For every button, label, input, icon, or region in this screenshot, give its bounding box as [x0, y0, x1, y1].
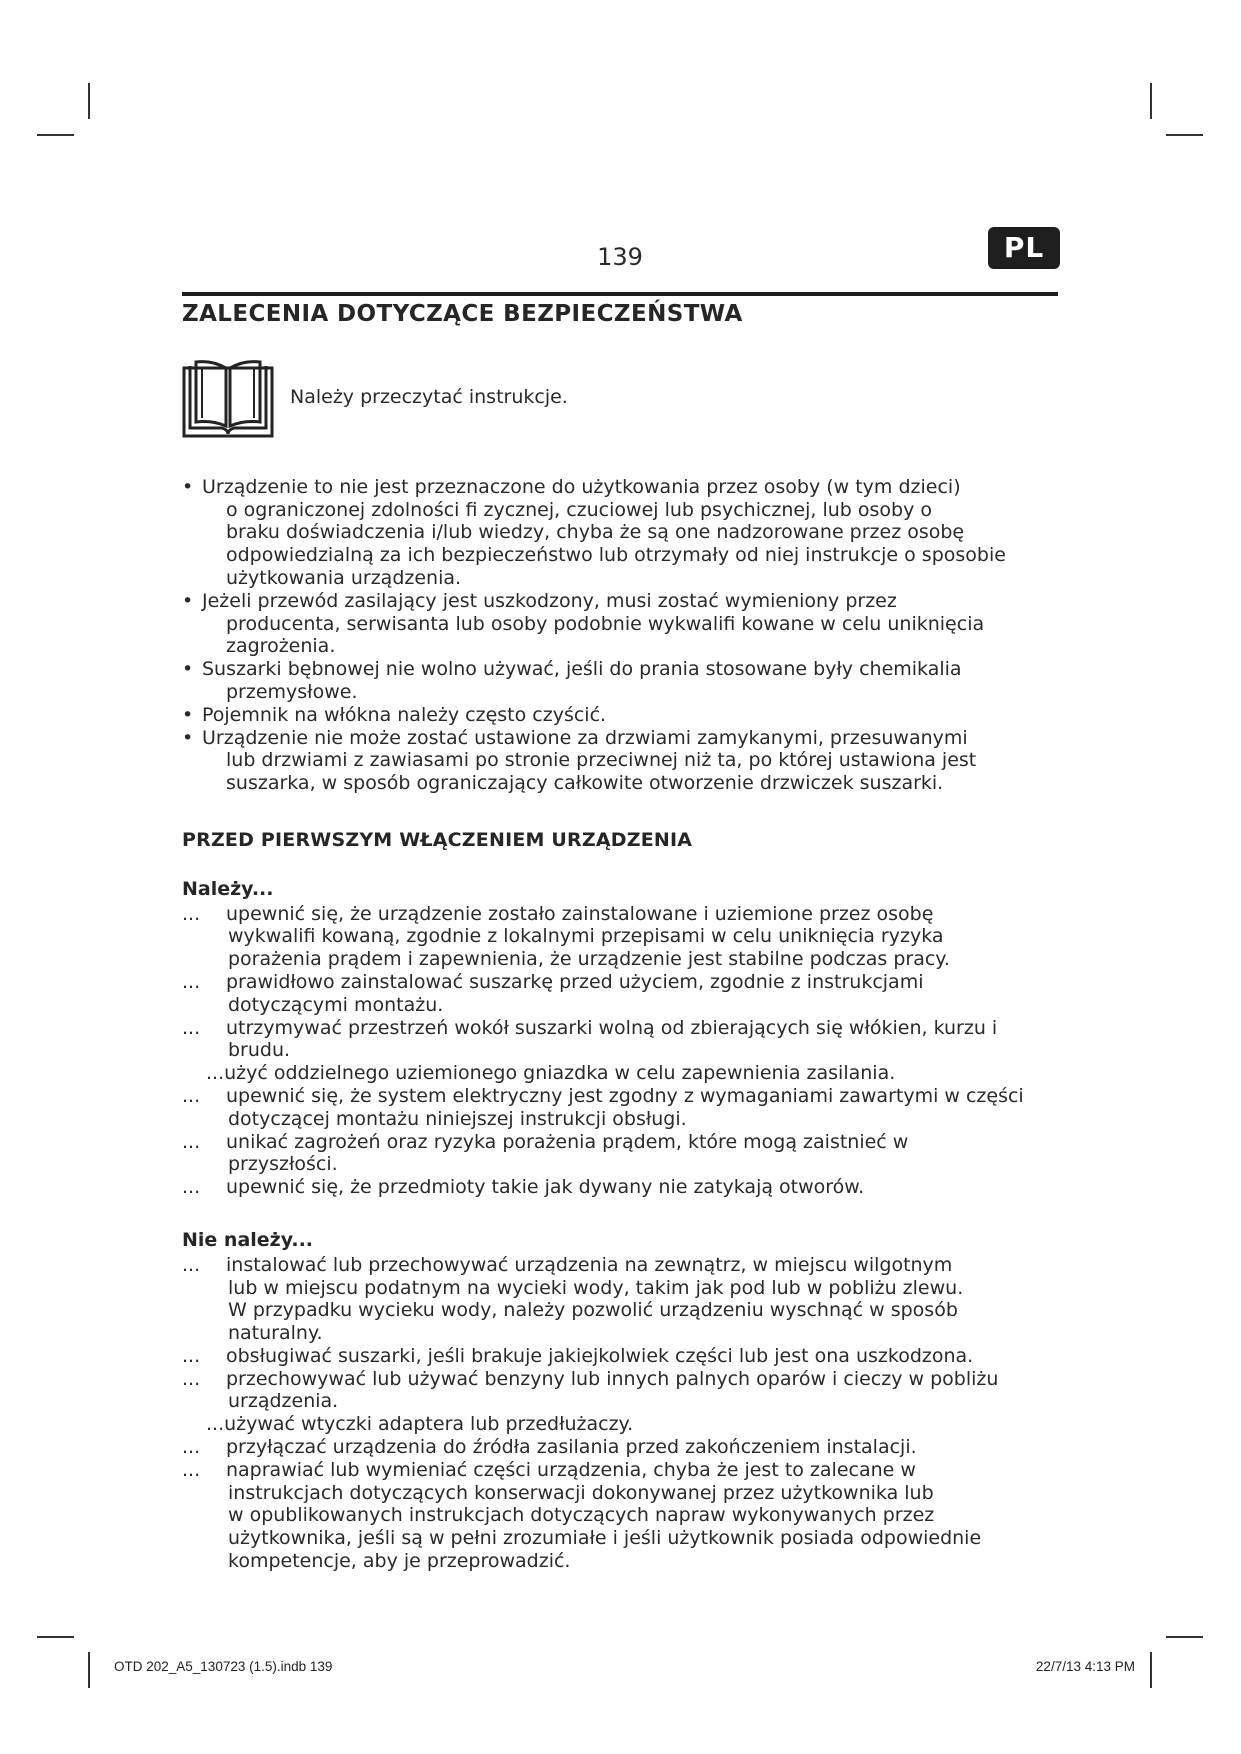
header-rule: [182, 292, 1058, 296]
bullet-text-continued: producenta, serwisanta lub osoby podobnie wykwalifi kowane w celu uniknięcia: [226, 612, 985, 635]
before-first-use-heading: PRZED PIERWSZYM WŁĄCZENIEM URZĄDZENIA: [182, 828, 693, 851]
bullet-text: Suszarki bębnowej nie wolno używać, jeśli do prania stosowane były chemikalia: [202, 658, 962, 681]
item-text: ...używać wtyczki adaptera lub przedłużaczy.: [206, 1413, 634, 1436]
dont-heading: Nie należy...: [182, 1228, 314, 1251]
item-text: unikać zagrożeń oraz ryzyka porażenia prądem, które mogą zaistnieć w: [226, 1130, 909, 1153]
bullet-text-continued: o ograniczonej zdolności fi zycznej, czuciowej lub psychicznej, lub osoby o: [226, 498, 933, 521]
crop-mark: [88, 1652, 90, 1688]
footer-file-info: OTD 202_A5_130723 (1.5).indb 139: [114, 1659, 333, 1674]
item-text-continued: lub w miejscu podatnym na wycieki wody, takim jak pod lub w pobliżu zlewu.: [228, 1276, 964, 1299]
ellipsis-marker: ...: [182, 902, 201, 925]
crop-mark: [1166, 1636, 1203, 1638]
ellipsis-marker: ...: [182, 1436, 201, 1459]
item-text-continued: kompetencje, aby je przeprowadzić.: [228, 1550, 571, 1573]
list-item: [182, 727, 1062, 795]
item-text-continued: urządzenia.: [228, 1390, 339, 1413]
dont-list: [182, 1254, 1062, 1573]
item-text: obsługiwać suszarki, jeśli brakuje jakiejkolwiek części lub jest ona uszkodzona.: [226, 1344, 974, 1367]
read-instructions-text: Należy przeczytać instrukcje.: [290, 385, 568, 408]
item-text: przyłączać urządzenia do źródła zasilania przed zakończeniem instalacji.: [226, 1436, 917, 1459]
safety-list: [182, 476, 1062, 795]
bullet-text-continued: przemysłowe.: [226, 680, 358, 703]
bullet-text: Urządzenie nie może zostać ustawione za drzwiami zamykanymi, przesuwanymi: [202, 726, 968, 749]
crop-mark: [37, 134, 74, 136]
ellipsis-marker: ...: [182, 1344, 201, 1367]
list-item: [182, 1176, 1062, 1199]
item-text: przechowywać lub używać benzyny lub innych palnych oparów i cieczy w pobliżu: [226, 1367, 999, 1390]
item-text-continued: wykwalifi kowaną, zgodnie z lokalnymi przepisami w celu uniknięcia ryzyka: [228, 925, 944, 948]
list-item: [182, 971, 1062, 1017]
do-heading: Należy...: [182, 877, 274, 900]
ellipsis-marker: ...: [182, 1253, 201, 1276]
ellipsis-marker: ...: [182, 1016, 201, 1039]
read-instructions-notice: [182, 358, 1062, 448]
bullet-text-continued: użytkowania urządzenia.: [226, 566, 462, 589]
bullet-text-continued: zagrożenia.: [226, 635, 336, 658]
item-text-continued: W przypadku wycieku wody, należy pozwolić urządzeniu wyschnąć w sposób: [228, 1299, 958, 1322]
list-item: [182, 1085, 1062, 1131]
book-icon: [182, 358, 274, 438]
list-item: [182, 704, 1062, 727]
item-text-continued: porażenia prądem i zapewnienia, że urządzenie jest stabilne podczas pracy.: [228, 948, 950, 971]
list-item: [182, 1131, 1062, 1177]
list-item: [182, 1436, 1062, 1459]
ellipsis-marker: ...: [182, 1367, 201, 1390]
crop-mark: [1166, 134, 1203, 136]
section-heading: ZALECENIA DOTYCZĄCE BEZPIECZEŃSTWA: [182, 301, 743, 327]
item-text-continued: dotyczącymi montażu.: [228, 993, 444, 1016]
bullet-text: Pojemnik na włókna należy często czyścić.: [202, 703, 607, 726]
item-text-continued: naturalny.: [228, 1322, 323, 1345]
crop-mark: [1150, 83, 1152, 119]
item-text-continued: w opublikowanych instrukcjach dotyczących napraw wykonywanych przez: [228, 1504, 935, 1527]
item-text: instalować lub przechowywać urządzenia na zewnątrz, w miejscu wilgotnym: [226, 1253, 953, 1276]
ellipsis-marker: ...: [182, 1084, 201, 1107]
bullet-text-continued: suszarka, w sposób ograniczający całkowite otworzenie drzwiczek suszarki.: [226, 772, 944, 795]
list-item: [182, 476, 1062, 590]
list-item: [182, 658, 1062, 704]
item-text: upewnić się, że urządzenie zostało zainstalowane i uziemione przez osobę: [226, 902, 934, 925]
ellipsis-marker: ...: [182, 1130, 201, 1153]
bullet-text-continued: odpowiedzialną za ich bezpieczeństwo lub otrzymały od niej instrukcje o sposobie: [226, 544, 1006, 567]
item-text-continued: brudu.: [228, 1039, 291, 1062]
item-text: prawidłowo zainstalować suszarkę przed użyciem, zgodnie z instrukcjami: [226, 970, 924, 993]
language-badge: PL: [988, 227, 1060, 269]
page-number: 139: [597, 243, 643, 271]
bullet-text: Urządzenie to nie jest przeznaczone do użytkowania przez osoby (w tym dzieci): [202, 475, 961, 498]
crop-mark: [1150, 1652, 1152, 1688]
list-item: [182, 1254, 1062, 1345]
bullet-text-continued: lub drzwiami z zawiasami po stronie przeciwnej niż ta, po której ustawiona jest: [226, 749, 977, 772]
list-item: [182, 903, 1062, 971]
crop-mark: [88, 83, 90, 119]
item-text: utrzymywać przestrzeń wokół suszarki wolną od zbierających się włókien, kurzu i: [226, 1016, 998, 1039]
item-text: upewnić się, że przedmioty takie jak dywany nie zatykają otworów.: [226, 1176, 865, 1199]
item-text: ...użyć oddzielnego uziemionego gniazdka w celu zapewnienia zasilania.: [206, 1062, 896, 1085]
list-item: [182, 1345, 1062, 1368]
item-text: naprawiać lub wymieniać części urządzenia, chyba że jest to zalecane w: [226, 1458, 916, 1481]
ellipsis-marker: ...: [182, 970, 201, 993]
item-text-continued: dotyczącej montażu niniejszej instrukcji obsługi.: [228, 1107, 687, 1130]
do-list: [182, 903, 1062, 1199]
item-text: upewnić się, że system elektryczny jest zgodny z wymaganiami zawartymi w części: [226, 1084, 1024, 1107]
list-item: [182, 1062, 1062, 1085]
item-text-continued: użytkownika, jeśli są w pełni zrozumiałe i jeśli użytkownik posiada odpowiednie: [228, 1527, 982, 1550]
ellipsis-marker: ...: [182, 1176, 201, 1199]
footer-timestamp: 22/7/13 4:13 PM: [1035, 1659, 1135, 1674]
bullet-text-continued: braku doświadczenia i/lub wiedzy, chyba że są one nadzorowane przez osobę: [226, 521, 965, 544]
list-item: [182, 1368, 1062, 1414]
list-item: [182, 1413, 1062, 1436]
item-text-continued: instrukcjach dotyczących konserwacji dokonywanej przez użytkownika lub: [228, 1481, 934, 1504]
list-item: [182, 1017, 1062, 1063]
crop-mark: [37, 1636, 74, 1638]
item-text-continued: przyszłości.: [228, 1153, 338, 1176]
list-item: [182, 590, 1062, 658]
page-content: [182, 300, 1062, 1573]
bullet-text: Jeżeli przewód zasilający jest uszkodzony, musi zostać wymieniony przez: [202, 589, 897, 612]
ellipsis-marker: ...: [182, 1458, 201, 1481]
list-item: [182, 1459, 1062, 1573]
